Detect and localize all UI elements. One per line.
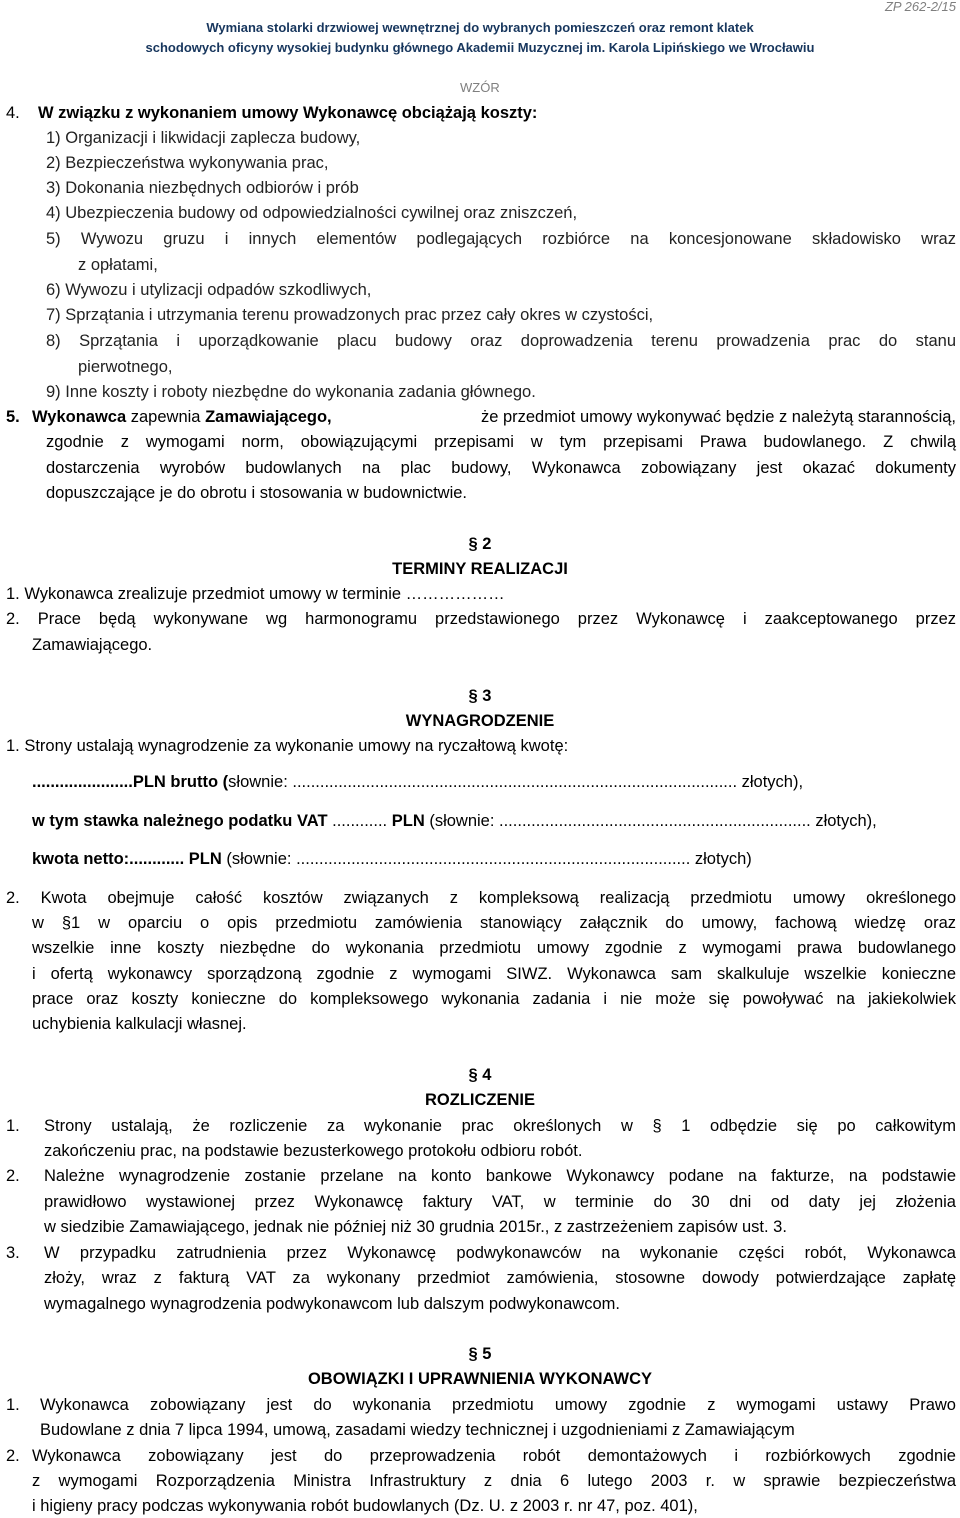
employer-term: Zamawiającego, [205,408,332,426]
section-2-title: TERMINY REALIZACJI [392,560,568,578]
point-5-number: 5. [6,408,20,426]
section-3-item-2-cont: i ofertą wykonawcy sporządzoną zgodnie z wymogami SIWZ. Wykonawca sam skalkuluje wszelkie konieczne [32,965,956,983]
point-5-line: dostarczenia wyrobów budowlanych na plac budowy, Wykonawca zobowiązany jest okazać dokumenty [46,459,956,477]
section-4-item-3: W przypadku zatrudnienia przez Wykonawcę podwykonawców na wykonanie części robót, Wykonawca [44,1244,956,1262]
section-4-sign: § 4 [468,1066,492,1084]
contractor-term: Wykonawca [32,408,127,426]
cost-item: 3) Dokonania niezbędnych odbiorów i prób [46,179,359,197]
section-4-title: ROZLICZENIE [425,1091,535,1109]
section-3-sign: § 3 [468,687,492,705]
section-5-title: OBOWIĄZKI I UPRAWNIENIA WYKONAWCY [307,1370,653,1388]
section-4-item-1-cont: zakończeniu prac, na podstawie bezusterkowego protokołu odbioru robót. [44,1142,583,1160]
section-4-item-number: 1. [6,1117,20,1135]
header-title-line-2: schodowych oficyny wysokiej budynku głównego Akademii Muzycznej im. Karola Lipińskiego we Wrocławiu [145,40,815,55]
section-2-item-1: 1. Wykonawca zrealizuje przedmiot umowy w terminie ……………… [6,585,505,603]
section-4-item-2-cont: w siedzibie Zamawiającego, jednak nie później niż 30 grudnia 2015r., z zastrzeżeniem zapisów ust. 3. [44,1218,787,1236]
section-5-item-number: 2. [6,1447,20,1465]
net-amount-line [32,850,752,868]
section-2-item-2: 2. Prace będą wykonywane wg harmonogramu przedstawionego przez Wykonawcę i zaakceptowanego przez [6,610,956,628]
cost-item: 6) Wywozu i utylizacji odpadów szkodliwych, [46,281,372,299]
section-3-item-2-cont: wszelkie inne koszty niezbędne do wykonania przedmiotu umowy zgodnie z wymogami prawa budowlanego [32,939,956,957]
section-5-item-number: 1. [6,1396,20,1414]
section-2-item-2-cont: Zamawiającego. [32,636,153,654]
section-5-sign: § 5 [468,1345,492,1363]
section-2-sign: § 2 [468,535,492,553]
section-4-item-2: Należne wynagrodzenie zostanie przelane na konto bankowe Wykonawcy podane na fakturze, na podstawie [44,1167,956,1185]
vat-currency: PLN [391,812,425,830]
section-5-item-1-cont: Budowlane z dnia 7 lipca 1994, umową, zasadami wiedzy technicznej i uzgodnieniami z Zamawiającym [40,1421,795,1439]
cost-item: 4) Ubezpieczenia budowy od odpowiedzialności cywilnej oraz zniszczeń, [46,204,578,222]
cost-item: 5) Wywozu gruzu i innych elementów podlegających rozbiórce na koncesjonowane składowisko wraz [46,230,956,248]
section-3-title: WYNAGRODZENIE [405,712,555,730]
cost-item: 9) Inne koszty i roboty niezbędne do wykonania zadania głównego. [46,383,536,401]
point-5-line: dopuszczające je do obrotu i stosowania w budownictwie. [46,484,467,502]
section-4-item-number: 3. [6,1244,20,1262]
section-5-item-2-cont: z wymogami Rozporządzenia Ministra Infrastruktury z dnia 6 lutego 2003 r. w sprawie bezpieczeństwa [32,1472,956,1490]
point-4-title: W związku z wykonaniem umowy Wykonawcę obciążają koszty: [38,104,538,122]
gross-amount-words: słownie: ................................................................................................. złotych), [228,773,804,791]
section-4-item-number: 2. [6,1167,20,1185]
section-4-item-1: Strony ustalają, że rozliczenie za wykonanie prac określonych w § 1 odbędzie się po całkowitym [44,1117,956,1135]
point-5-line: zgodnie z wymogami norm, obowiązującymi przepisami w tym przepisami Prawa budowlanego. Z chwilą [46,433,956,451]
section-3-item-2-cont: uchybienia kalkulacji własnej. [32,1015,247,1033]
net-amount-label: kwota netto:............ [32,850,185,868]
section-3-item-2-cont: w §1 w oparciu o opis przedmiotu zamówienia stanowiący załącznik do umowy, fachową wiedzę oraz [32,914,956,932]
cost-item: 7) Sprzątania i utrzymania terenu prowadzonych prac przez cały okres w czystości, [46,306,654,324]
point-4-number: 4. [6,104,20,122]
section-3-item-1: 1. Strony ustalają wynagrodzenie za wykonanie umowy na ryczałtową kwotę: [6,737,569,755]
vat-blank: ............ [332,812,388,830]
section-5-item-2-cont: i higieny pracy podczas wykonywania robót budowlanych (Dz. U. z 2003 r. nr 47, poz. 401), [32,1497,698,1515]
section-4-item-3-cont: wymagalnego wynagrodzenia podwykonawcom lub dalszym podwykonawcom. [44,1295,620,1313]
vat-words: (słownie: .................................................................... złotych), [429,812,877,830]
section-3-item-2: 2. Kwota obejmuje całość kosztów związanych z kompleksową realizacją przedmiotu umowy określonego [6,889,956,907]
net-currency: PLN [188,850,222,868]
cost-item: 8) Sprzątania i uporządkowanie placu budowy oraz doprowadzenia terenu prowadzenia prac do stanu [46,332,956,350]
cost-item: 2) Bezpieczeństwa wykonywania prac, [46,154,329,172]
gross-amount-label: ......................PLN brutto ( [32,773,229,791]
section-5-item-2: Wykonawca zobowiązany jest do przeprowadzenia robót demontażowych i rozbiórkowych zgodnie [32,1447,956,1465]
point-5-first-line [32,408,956,426]
section-4-item-3-cont: złoży, wraz z fakturą VAT za wykonany przedmiot zamówienia, stosowne dowody potwierdzające zapłatę [44,1269,956,1287]
text: że przedmiot umowy wykonywać będzie z należytą starannością, [480,408,956,426]
template-label: WZÓR [460,80,500,95]
net-words: (słownie: ...................................................................................... złotych) [226,850,752,868]
section-3-item-2-cont: prace oraz koszty konieczne do kompleksowego wykonania zadania i nie może się powoływać na jakiekolwiek [32,990,956,1008]
document-reference: ZP 262-2/15 [884,0,956,14]
cost-item: 1) Organizacji i likwidacji zaplecza budowy, [46,129,361,147]
vat-line [32,812,877,830]
cost-item-continuation: pierwotnego, [78,358,173,376]
section-5-item-1: Wykonawca zobowiązany jest do wykonania przedmiotu umowy zgodnie z wymogami ustawy Prawo [40,1396,956,1414]
section-4-item-2-cont: prawidłowo wystawionej przez Wykonawcę faktury VAT, w terminie do 30 dni od daty jej złożenia [44,1193,956,1211]
gross-amount-line [32,773,803,791]
header-title-line-1: Wymiana stolarki drzwiowej wewnętrznej do wybranych pomieszczeń oraz remont klatek [206,20,754,35]
text: zapewnia [130,408,201,426]
vat-label: w tym stawka należnego podatku VAT [32,812,328,830]
cost-item-continuation: z opłatami, [78,256,158,274]
